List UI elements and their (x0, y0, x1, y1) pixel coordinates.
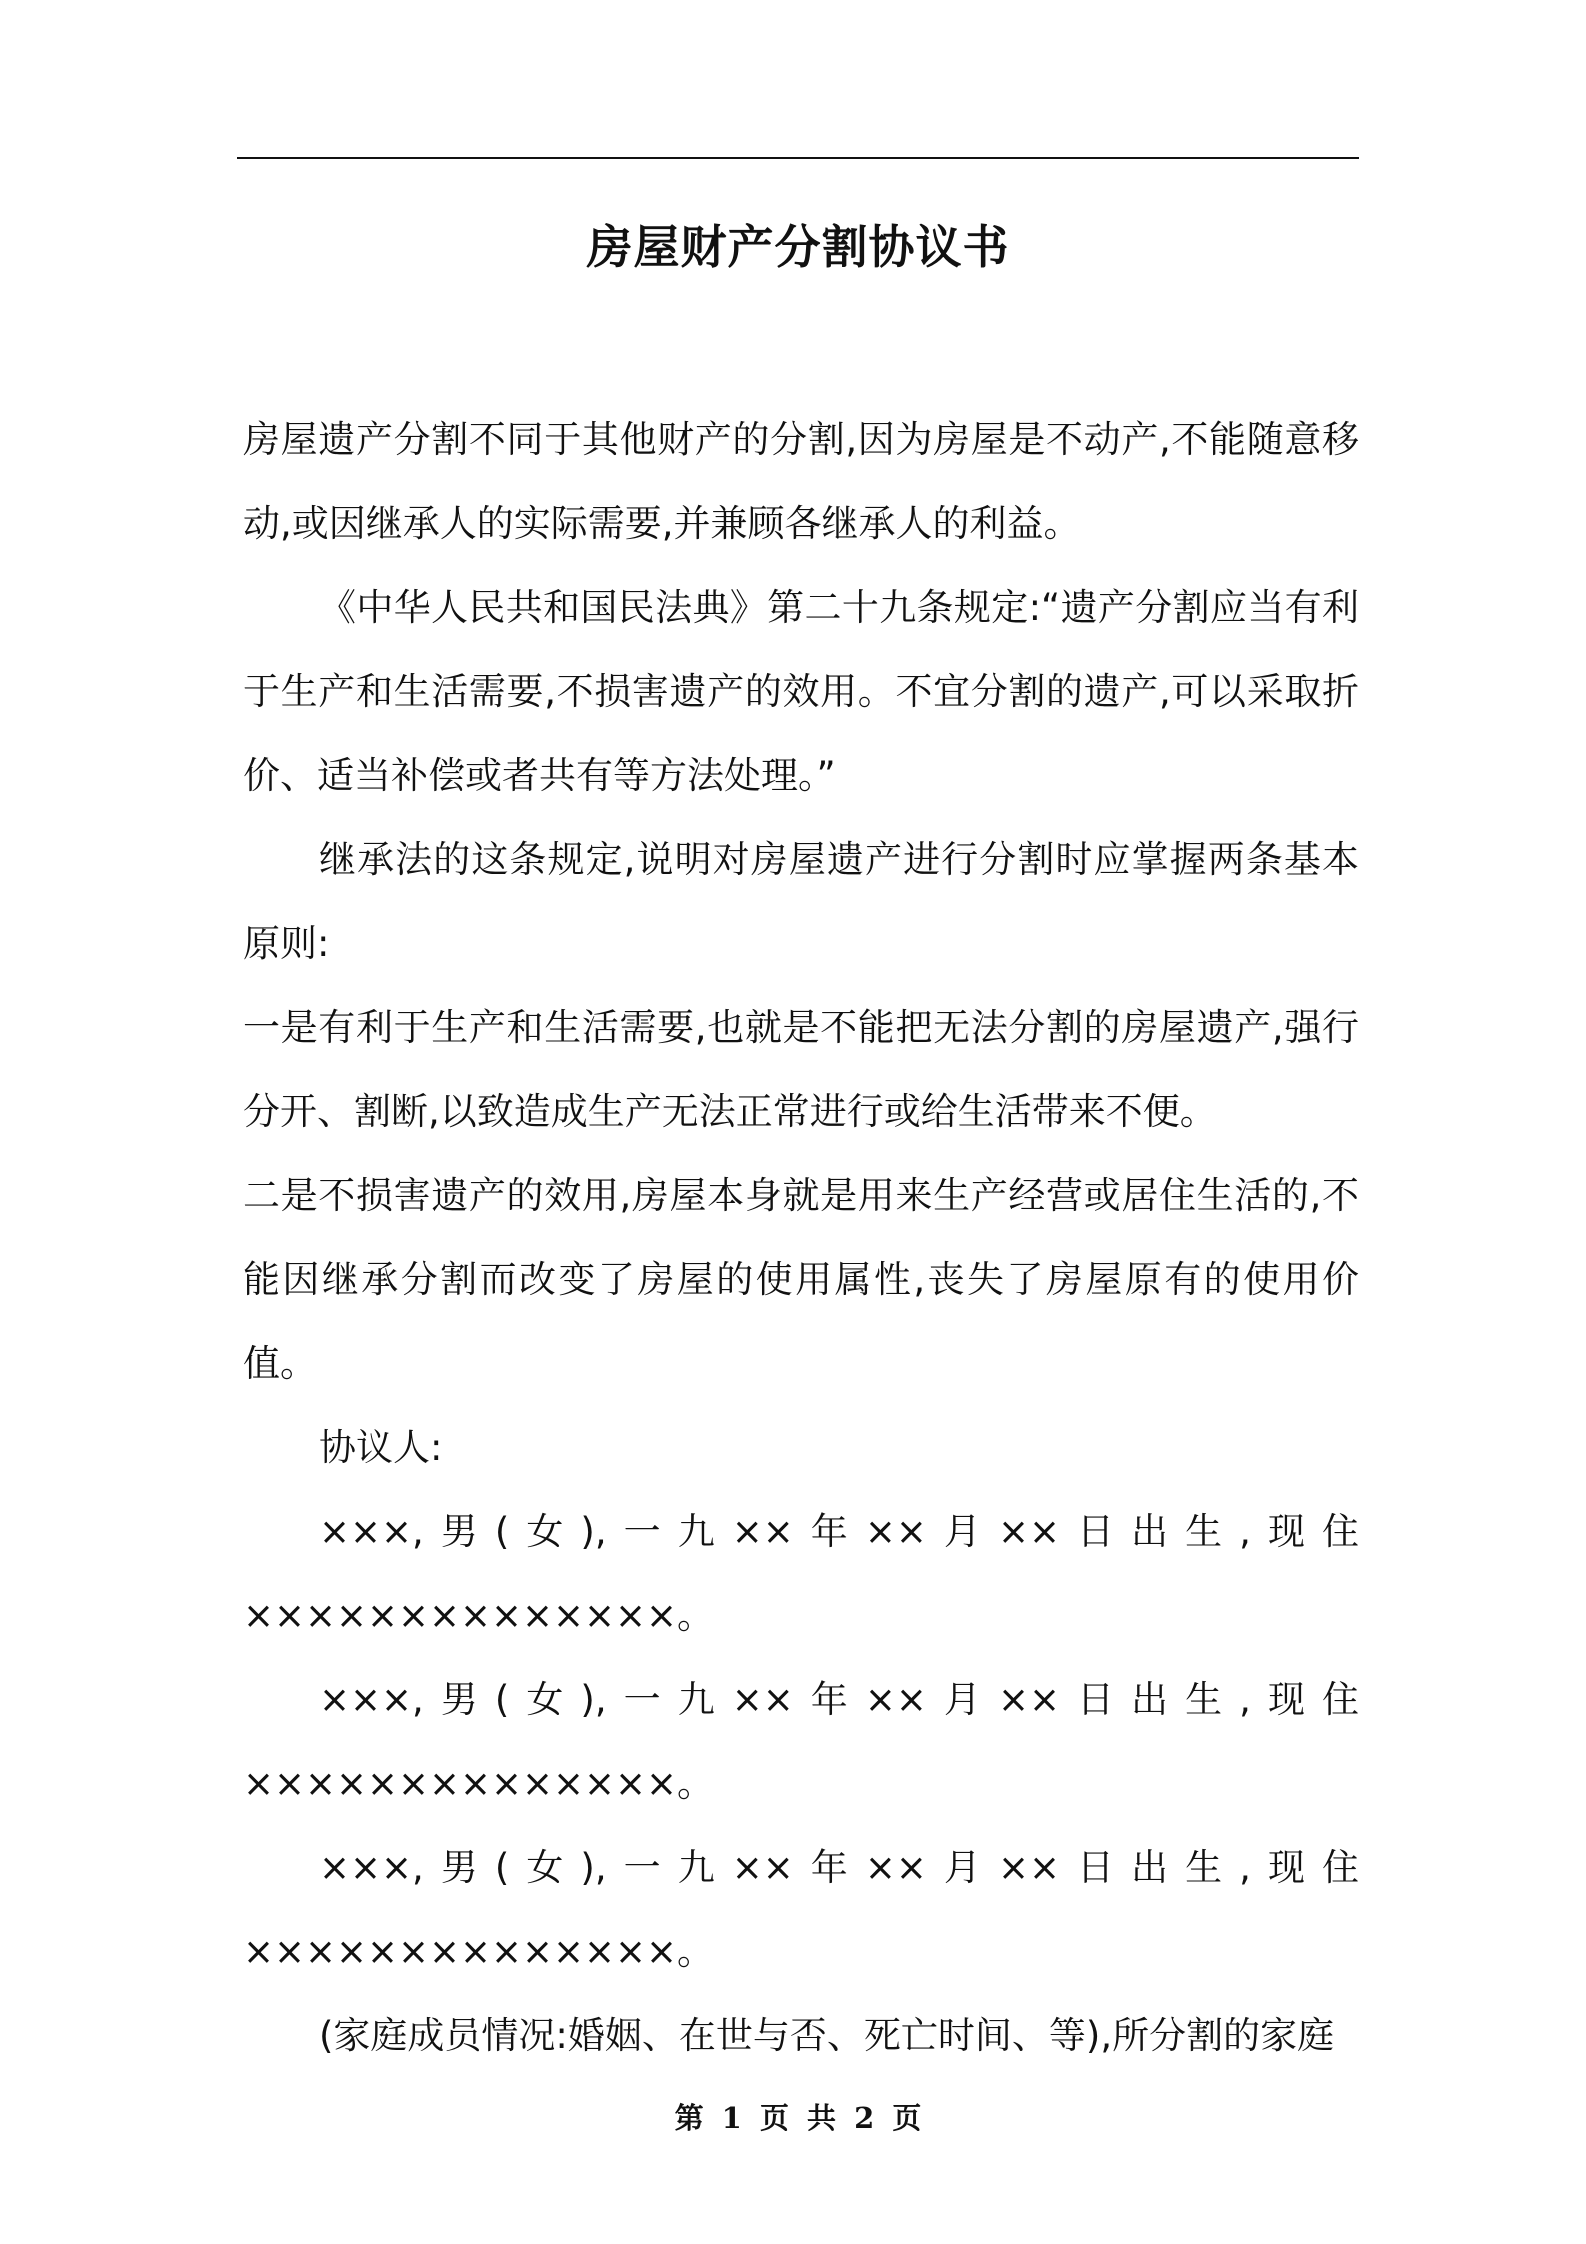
paragraph-party-1: ×××,男(女),一九××年××月××日出生,现住××××××××××××××。 (243, 1510, 1359, 1637)
paragraph-principle-one: 一是有利于生产和生活需要,也就是不能把无法分割的房屋遗产,强行分开、割断,以致造成生产无法正常进行或给生活带来不便。 (243, 1006, 1359, 1133)
document-body (243, 398, 1359, 2078)
paragraph-family-members: (家庭成员情况:婚姻、在世与否、死亡时间、等),所分割的家庭 (319, 2014, 1335, 2057)
header-rule (237, 157, 1359, 159)
document-title: 房屋财产分割协议书 (586, 220, 1010, 274)
paragraph-principles: 继承法的这条规定,说明对房屋遗产进行分割时应掌握两条基本原则: (243, 838, 1359, 965)
paragraph-principle-two: 二是不损害遗产的效用,房屋本身就是用来生产经营或居住生活的,不能因继承分割而改变了房屋的使用属性,丧失了房屋原有的使用价值。 (243, 1174, 1359, 1385)
paragraph-parties-label: 协议人: (319, 1426, 443, 1469)
paragraph-civil-code: 《中华人民共和国民法典》第二十九条规定:“遗产分割应当有利于生产和生活需要,不损害遗产的效用。不宜分割的遗产,可以采取折价、适当补偿或者共有等方法处理。” (243, 586, 1359, 797)
paragraph-intro: 房屋遗产分割不同于其他财产的分割,因为房屋是不动产,不能随意移动,或因继承人的实际需要,并兼顾各继承人的利益。 (243, 418, 1359, 545)
paragraph-party-2: ×××,男(女),一九××年××月××日出生,现住××××××××××××××。 (243, 1678, 1359, 1805)
page-number-footer: 第 1 页 共 2 页 (674, 2101, 922, 2135)
paragraph-party-3: ×××,男(女),一九××年××月××日出生,现住××××××××××××××。 (243, 1846, 1359, 1973)
